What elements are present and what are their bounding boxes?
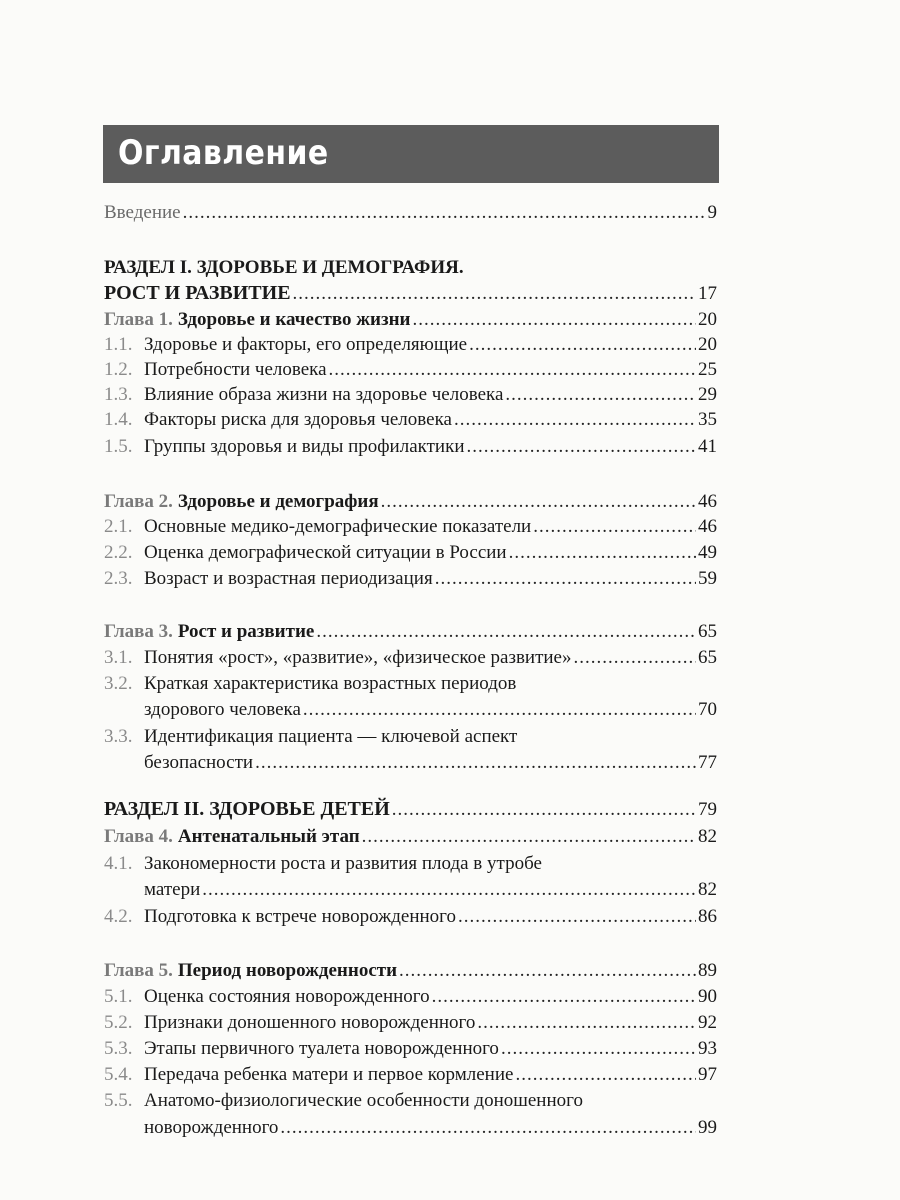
entry-page: 59 xyxy=(698,568,717,589)
toc-entry-3-2-line1 xyxy=(104,671,516,696)
leader-dots xyxy=(432,984,696,1009)
toc-entry-section-2 xyxy=(0,797,900,822)
toc-entry-chapter-5 xyxy=(0,958,900,983)
entry-title: Группы здоровья и виды профилактики xyxy=(144,436,465,457)
entry-title: Основные медико-демографические показатели xyxy=(144,516,532,537)
toc-entry-3-3-line1 xyxy=(104,724,517,749)
toc-entry-1-3 xyxy=(0,382,900,407)
leader-dots xyxy=(183,200,706,225)
chapter-prefix: Глава 1. xyxy=(104,309,173,330)
entry-number: 1.4. xyxy=(104,409,133,430)
entry-page: 41 xyxy=(698,436,717,457)
entry-title: Краткая характеристика возрастных периодов xyxy=(144,673,517,694)
entry-title: Этапы первичного туалета новорожденного xyxy=(144,1038,499,1059)
entry-page: 90 xyxy=(698,986,717,1007)
entry-page: 93 xyxy=(698,1038,717,1059)
entry-title: Здоровье и факторы, его определяющие xyxy=(144,334,468,355)
entry-page: 92 xyxy=(698,1012,717,1033)
toc-entry-5-2 xyxy=(0,1010,900,1035)
chapter-title: Период новорожденности xyxy=(177,960,398,981)
leader-dots xyxy=(202,877,696,902)
entry-title: Понятия «рост», «развитие», «физическое развитие» xyxy=(144,647,572,668)
entry-title: Введение xyxy=(104,202,181,223)
toc-entry-5-5 xyxy=(0,1115,900,1140)
entry-number: 1.5. xyxy=(104,436,133,457)
chapter-prefix: Глава 3. xyxy=(104,621,173,642)
toc-entry-4-2 xyxy=(0,904,900,929)
entry-page: 49 xyxy=(698,542,717,563)
entry-title: Влияние образа жизни на здоровье человека xyxy=(144,384,504,405)
entry-page: 25 xyxy=(698,359,717,380)
entry-title: Оценка демографической ситуации в России xyxy=(144,542,507,563)
entry-page: 9 xyxy=(707,202,717,223)
chapter-prefix: Глава 4. xyxy=(104,826,173,847)
entry-title: Анатомо-физиологические особенности доношенного xyxy=(144,1090,583,1111)
toc-entry-1-5 xyxy=(0,434,900,459)
entry-page: 65 xyxy=(698,647,717,668)
entry-page: 82 xyxy=(698,826,717,847)
toc-entry-4-1 xyxy=(0,877,900,902)
leader-dots xyxy=(469,332,696,357)
entry-number: 2.3. xyxy=(104,568,133,589)
toc-entry-chapter-4 xyxy=(0,824,900,849)
entry-title: Потребности человека xyxy=(144,359,327,380)
entry-number: 3.2. xyxy=(104,673,133,694)
section-1-title-line2: РОСТ И РАЗВИТИЕ xyxy=(104,282,291,304)
chapter-title: Здоровье и демография xyxy=(177,491,379,512)
toc-entry-2-1 xyxy=(0,514,900,539)
toc-entry-1-4 xyxy=(0,407,900,432)
leader-dots xyxy=(255,750,696,775)
toc-entry-1-2 xyxy=(0,357,900,382)
entry-number: 1.1. xyxy=(104,334,133,355)
leader-dots xyxy=(458,904,696,929)
toc-entry-intro xyxy=(0,200,900,225)
entry-title: Идентификация пациента — ключевой аспект xyxy=(144,726,518,747)
toc-entry-chapter-1 xyxy=(0,307,900,332)
toc-entry-5-4 xyxy=(0,1062,900,1087)
entry-page: 35 xyxy=(698,409,717,430)
leader-dots xyxy=(392,797,696,822)
entry-page: 17 xyxy=(698,283,717,304)
toc-entry-section-1 xyxy=(0,281,900,306)
toc-entry-4-1-line1 xyxy=(104,851,542,876)
toc-entry-3-2 xyxy=(0,697,900,722)
leader-dots xyxy=(574,645,697,670)
chapter-prefix: Глава 2. xyxy=(104,491,173,512)
entry-page: 20 xyxy=(698,334,717,355)
leader-dots xyxy=(413,307,696,332)
entry-page: 82 xyxy=(698,879,717,900)
leader-dots xyxy=(509,540,696,565)
leader-dots xyxy=(280,1115,696,1140)
leader-dots xyxy=(293,281,696,306)
toc-entry-2-3 xyxy=(0,566,900,591)
leader-dots xyxy=(477,1010,696,1035)
entry-page: 97 xyxy=(698,1064,717,1085)
toc-entry-5-3 xyxy=(0,1036,900,1061)
chapter-title: Здоровье и качество жизни xyxy=(177,309,411,330)
entry-number: 5.1. xyxy=(104,986,133,1007)
entry-page: 99 xyxy=(698,1117,717,1138)
leader-dots xyxy=(303,697,696,722)
entry-number: 4.2. xyxy=(104,906,133,927)
section-1-title-line1: РАЗДЕЛ I. ЗДОРОВЬЕ И ДЕМОГРАФИЯ. xyxy=(104,257,464,278)
toc-entry-chapter-3 xyxy=(0,619,900,644)
leader-dots xyxy=(515,1062,696,1087)
entry-number: 2.2. xyxy=(104,542,133,563)
toc-entry-1-1 xyxy=(0,332,900,357)
entry-number: 5.3. xyxy=(104,1038,133,1059)
entry-page: 79 xyxy=(698,799,717,820)
entry-number: 3.3. xyxy=(104,726,133,747)
leader-dots xyxy=(399,958,696,983)
entry-page: 29 xyxy=(698,384,717,405)
entry-page: 86 xyxy=(698,906,717,927)
entry-title-cont: безопасности xyxy=(144,752,254,773)
entry-number: 5.4. xyxy=(104,1064,133,1085)
entry-page: 46 xyxy=(698,491,717,512)
entry-title: Оценка состояния новорожденного xyxy=(144,986,430,1007)
section-2-title: РАЗДЕЛ II. ЗДОРОВЬЕ ДЕТЕЙ xyxy=(104,798,390,820)
entry-title-cont: матери xyxy=(144,879,201,900)
leader-dots xyxy=(505,382,696,407)
leader-dots xyxy=(381,489,696,514)
entry-title: Возраст и возрастная периодизация xyxy=(144,568,433,589)
entry-number: 2.1. xyxy=(104,516,133,537)
chapter-prefix: Глава 5. xyxy=(104,960,173,981)
toc-entry-3-1 xyxy=(0,645,900,670)
toc-entry-3-3 xyxy=(0,750,900,775)
chapter-title: Рост и развитие xyxy=(177,621,315,642)
entry-title-cont: новорожденного xyxy=(144,1117,279,1138)
toc-entry-5-1 xyxy=(0,984,900,1009)
entry-number: 3.1. xyxy=(104,647,133,668)
page-title: Оглавление xyxy=(118,133,329,173)
entry-page: 89 xyxy=(698,960,717,981)
entry-page: 46 xyxy=(698,516,717,537)
entry-page: 65 xyxy=(698,621,717,642)
entry-page: 20 xyxy=(698,309,717,330)
entry-title-cont: здорового человека xyxy=(144,699,301,720)
leader-dots xyxy=(316,619,696,644)
leader-dots xyxy=(533,514,696,539)
leader-dots xyxy=(467,434,697,459)
entry-number: 1.2. xyxy=(104,359,133,380)
entry-number: 5.5. xyxy=(104,1090,133,1111)
leader-dots xyxy=(435,566,696,591)
leader-dots xyxy=(362,824,696,849)
entry-title: Закономерности роста и развития плода в утробе xyxy=(144,853,542,874)
entry-page: 77 xyxy=(698,752,717,773)
toc-entry-chapter-2 xyxy=(0,489,900,514)
leader-dots xyxy=(329,357,696,382)
entry-number: 5.2. xyxy=(104,1012,133,1033)
leader-dots xyxy=(501,1036,696,1061)
entry-number: 4.1. xyxy=(104,853,133,874)
entry-title: Признаки доношенного новорожденного xyxy=(144,1012,476,1033)
entry-title: Передача ребенка матери и первое кормление xyxy=(144,1064,514,1085)
chapter-title: Антенатальный этап xyxy=(177,826,360,847)
entry-title: Подготовка к встрече новорожденного xyxy=(144,906,456,927)
toc-entry-5-5-line1 xyxy=(104,1088,583,1113)
entry-number: 1.3. xyxy=(104,384,133,405)
entry-page: 70 xyxy=(698,699,717,720)
leader-dots xyxy=(454,407,696,432)
toc-entry-2-2 xyxy=(0,540,900,565)
entry-title: Факторы риска для здоровья человека xyxy=(144,409,452,430)
